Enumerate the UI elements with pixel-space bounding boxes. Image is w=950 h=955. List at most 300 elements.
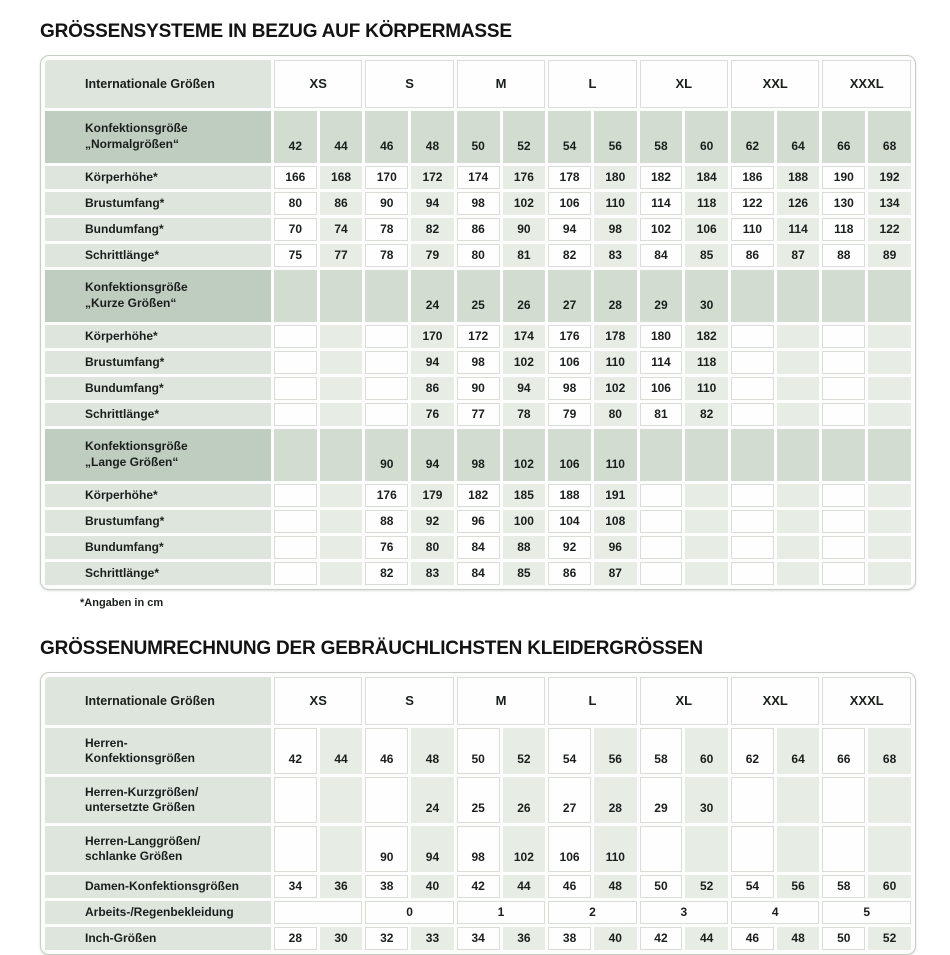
size-value-cell: 98 — [457, 192, 500, 215]
size-value-cell: 172 — [411, 166, 454, 189]
measure-label — [45, 510, 271, 533]
confection-size-cell: 25 — [457, 270, 500, 322]
conversion-label-line: Damen-Konfektionsgrößen — [85, 878, 240, 893]
size-value-cell — [274, 826, 317, 872]
size-value-cell — [777, 777, 820, 823]
size-value-cell: 170 — [411, 325, 454, 348]
size-value-cell: 42 — [457, 875, 500, 898]
size-value-cell — [365, 325, 408, 348]
size-value-cell: 84 — [457, 536, 500, 559]
size-value-cell — [777, 377, 820, 400]
confection-size-cell: 64 — [777, 111, 820, 163]
size-value-cell: 76 — [411, 403, 454, 426]
size-value-cell: 94 — [548, 218, 591, 241]
size-value-cell — [731, 536, 774, 559]
size-value-cell: 87 — [594, 562, 637, 585]
size-value-cell: 30 — [685, 777, 728, 823]
size-value-cell: 80 — [274, 192, 317, 215]
size-value-cell: 176 — [365, 484, 408, 507]
size-value-cell — [640, 562, 683, 585]
size-value-cell — [731, 826, 774, 872]
confection-size-cell: 56 — [594, 111, 637, 163]
size-value-cell: 34 — [274, 875, 317, 898]
size-value-cell: 110 — [594, 192, 637, 215]
merged-size-cell: 0 — [365, 901, 453, 924]
conversion-label-line: Herren-Langgrößen/ — [85, 833, 201, 848]
size-value-cell: 126 — [777, 192, 820, 215]
international-sizes-label-line: Internationale Größen — [85, 693, 215, 708]
confection-size-cell: 28 — [594, 270, 637, 322]
size-value-cell — [822, 484, 865, 507]
intl-size-header: L — [548, 677, 636, 725]
measure-label — [45, 403, 271, 426]
confection-size-cell — [777, 270, 820, 322]
measure-label-line: Bundumfang* — [85, 539, 164, 554]
measure-label — [45, 536, 271, 559]
confection-size-cell: 52 — [503, 111, 546, 163]
size-value-cell: 40 — [411, 875, 454, 898]
confection-size-cell: 30 — [685, 270, 728, 322]
size-value-cell: 82 — [411, 218, 454, 241]
size-value-cell: 102 — [594, 377, 637, 400]
size-value-cell — [868, 826, 911, 872]
size-value-cell: 86 — [411, 377, 454, 400]
size-value-cell — [320, 377, 363, 400]
size-value-cell: 80 — [457, 244, 500, 267]
conversion-label-line: Konfektionsgrößen — [85, 750, 195, 765]
size-value-cell: 76 — [365, 536, 408, 559]
intl-size-header: L — [548, 60, 636, 108]
confection-size-cell — [777, 429, 820, 481]
confection-size-cell — [274, 429, 317, 481]
size-value-cell: 192 — [868, 166, 911, 189]
size-value-cell — [868, 536, 911, 559]
size-value-cell: 94 — [411, 826, 454, 872]
size-value-cell: 188 — [777, 166, 820, 189]
table2-title: GRÖSSENUMRECHNUNG DER GEBRÄUCHLICHSTEN KLEIDERGRÖSSEN — [40, 637, 703, 659]
size-value-cell: 82 — [548, 244, 591, 267]
size-value-cell: 98 — [457, 351, 500, 374]
size-value-cell — [365, 351, 408, 374]
size-value-cell — [320, 510, 363, 533]
size-value-cell: 174 — [457, 166, 500, 189]
size-value-cell: 81 — [503, 244, 546, 267]
measure-label — [45, 484, 271, 507]
size-value-cell: 110 — [731, 218, 774, 241]
confection-size-cell: 44 — [320, 111, 363, 163]
measure-row — [45, 325, 911, 348]
size-value-cell: 46 — [731, 927, 774, 950]
size-value-cell — [822, 325, 865, 348]
size-value-cell — [822, 377, 865, 400]
size-value-cell: 46 — [548, 875, 591, 898]
size-value-cell — [320, 536, 363, 559]
size-value-cell: 78 — [503, 403, 546, 426]
size-value-cell: 86 — [731, 244, 774, 267]
size-value-cell: 166 — [274, 166, 317, 189]
size-value-cell: 182 — [457, 484, 500, 507]
conversion-label — [45, 927, 271, 950]
size-value-cell: 88 — [365, 510, 408, 533]
confection-size-cell: 24 — [411, 270, 454, 322]
size-value-cell — [685, 826, 728, 872]
conversion-label-line: Arbeits-/Regenbekleidung — [85, 904, 234, 919]
confection-size-cell: 98 — [457, 429, 500, 481]
size-value-cell — [777, 351, 820, 374]
size-value-cell — [777, 510, 820, 533]
measure-row — [45, 510, 911, 533]
intl-size-header: M — [457, 677, 545, 725]
size-value-cell: 185 — [503, 484, 546, 507]
conversion-row — [45, 927, 911, 950]
size-value-cell — [868, 403, 911, 426]
section-label — [45, 270, 271, 322]
confection-size-cell: 46 — [365, 111, 408, 163]
size-value-cell: 52 — [685, 875, 728, 898]
size-value-cell: 174 — [503, 325, 546, 348]
size-value-cell: 42 — [640, 927, 683, 950]
size-value-cell: 102 — [503, 192, 546, 215]
size-value-cell: 75 — [274, 244, 317, 267]
section-label — [45, 111, 271, 163]
size-value-cell: 78 — [365, 218, 408, 241]
size-value-cell — [365, 403, 408, 426]
size-value-cell — [274, 377, 317, 400]
confection-size-cell: 68 — [868, 111, 911, 163]
size-value-cell: 58 — [822, 875, 865, 898]
size-value-cell: 110 — [594, 351, 637, 374]
confection-size-cell: 29 — [640, 270, 683, 322]
measure-row — [45, 218, 911, 241]
confection-size-cell — [868, 270, 911, 322]
confection-size-cell — [731, 270, 774, 322]
merged-size-cell — [274, 901, 362, 924]
size-value-cell: 118 — [685, 351, 728, 374]
size-value-cell: 89 — [868, 244, 911, 267]
size-value-cell: 102 — [503, 826, 546, 872]
size-value-cell — [685, 562, 728, 585]
size-value-cell: 179 — [411, 484, 454, 507]
measure-row — [45, 536, 911, 559]
confection-size-cell — [731, 429, 774, 481]
size-value-cell: 130 — [822, 192, 865, 215]
size-value-cell: 80 — [594, 403, 637, 426]
size-value-cell: 90 — [457, 377, 500, 400]
size-value-cell: 110 — [685, 377, 728, 400]
international-sizes-label — [45, 60, 271, 108]
size-value-cell: 90 — [365, 192, 408, 215]
size-value-cell: 60 — [685, 728, 728, 774]
size-value-cell: 82 — [365, 562, 408, 585]
section-header-row — [45, 270, 911, 322]
confection-size-cell: 66 — [822, 111, 865, 163]
size-value-cell — [274, 562, 317, 585]
size-value-cell — [822, 403, 865, 426]
size-value-cell: 74 — [320, 218, 363, 241]
intl-size-header: XL — [640, 677, 728, 725]
intl-size-header: S — [365, 677, 453, 725]
size-value-cell: 52 — [503, 728, 546, 774]
size-value-cell — [731, 403, 774, 426]
size-value-cell: 106 — [548, 351, 591, 374]
size-value-cell: 190 — [822, 166, 865, 189]
conversion-label-line: Inch-Größen — [85, 930, 157, 945]
size-value-cell: 94 — [503, 377, 546, 400]
size-value-cell: 58 — [640, 728, 683, 774]
measure-row — [45, 403, 911, 426]
size-value-cell: 28 — [594, 777, 637, 823]
measure-label — [45, 377, 271, 400]
size-value-cell — [640, 484, 683, 507]
section-label-line: „Lange Größen“ — [85, 454, 179, 469]
size-value-cell: 168 — [320, 166, 363, 189]
size-value-cell: 26 — [503, 777, 546, 823]
confection-size-cell — [868, 429, 911, 481]
size-value-cell: 60 — [868, 875, 911, 898]
size-value-cell: 98 — [594, 218, 637, 241]
confection-size-cell: 27 — [548, 270, 591, 322]
section-label-line: Konfektionsgröße — [85, 439, 188, 454]
size-value-cell — [822, 826, 865, 872]
size-value-cell: 25 — [457, 777, 500, 823]
size-value-cell — [868, 562, 911, 585]
conversion-label-line: Herren-Kurzgrößen/ — [85, 784, 199, 799]
size-value-cell: 98 — [548, 377, 591, 400]
section-label-line: „Kurze Größen“ — [85, 295, 177, 310]
size-value-cell: 80 — [411, 536, 454, 559]
size-value-cell: 48 — [411, 728, 454, 774]
size-value-cell — [320, 325, 363, 348]
size-value-cell — [320, 562, 363, 585]
size-value-cell: 106 — [548, 826, 591, 872]
size-value-cell: 88 — [503, 536, 546, 559]
size-value-cell — [731, 325, 774, 348]
size-value-cell: 29 — [640, 777, 683, 823]
merged-size-cell: 3 — [640, 901, 728, 924]
conversion-label-line: untersetzte Größen — [85, 799, 196, 814]
size-value-cell: 100 — [503, 510, 546, 533]
size-value-cell: 106 — [640, 377, 683, 400]
international-sizes-header-row — [45, 677, 911, 725]
measure-label-line: Körperhöhe* — [85, 169, 158, 184]
size-value-cell: 66 — [822, 728, 865, 774]
intl-size-header: XXXL — [822, 60, 911, 108]
size-value-cell: 108 — [594, 510, 637, 533]
international-sizes-label — [45, 677, 271, 725]
merged-size-cell: 4 — [731, 901, 819, 924]
size-value-cell: 186 — [731, 166, 774, 189]
size-value-cell — [274, 484, 317, 507]
size-value-cell: 182 — [685, 325, 728, 348]
table2-container — [40, 672, 916, 955]
size-value-cell: 176 — [503, 166, 546, 189]
conversion-label — [45, 901, 271, 924]
size-value-cell: 86 — [457, 218, 500, 241]
measure-label — [45, 325, 271, 348]
size-value-cell: 54 — [731, 875, 774, 898]
measure-row — [45, 351, 911, 374]
confection-size-cell — [320, 270, 363, 322]
size-value-cell — [731, 510, 774, 533]
size-value-cell: 82 — [685, 403, 728, 426]
conversion-label — [45, 826, 271, 872]
measure-label — [45, 192, 271, 215]
measure-label — [45, 166, 271, 189]
size-value-cell: 36 — [503, 927, 546, 950]
size-value-cell: 50 — [640, 875, 683, 898]
size-value-cell: 106 — [685, 218, 728, 241]
size-value-cell: 64 — [777, 728, 820, 774]
confection-size-cell: 26 — [503, 270, 546, 322]
size-value-cell — [320, 351, 363, 374]
body-measure-size-table — [42, 57, 914, 588]
size-value-cell: 36 — [320, 875, 363, 898]
size-value-cell — [822, 562, 865, 585]
size-value-cell: 87 — [777, 244, 820, 267]
size-value-cell: 86 — [548, 562, 591, 585]
size-value-cell — [777, 536, 820, 559]
confection-size-cell: 50 — [457, 111, 500, 163]
confection-size-cell: 62 — [731, 111, 774, 163]
confection-size-cell: 58 — [640, 111, 683, 163]
size-value-cell: 104 — [548, 510, 591, 533]
confection-size-cell: 48 — [411, 111, 454, 163]
size-value-cell: 79 — [548, 403, 591, 426]
merged-size-cell: 5 — [822, 901, 911, 924]
size-value-cell: 106 — [548, 192, 591, 215]
size-value-cell: 27 — [548, 777, 591, 823]
size-value-cell: 118 — [822, 218, 865, 241]
section-label-line: Konfektionsgröße — [85, 121, 188, 136]
confection-size-cell: 54 — [548, 111, 591, 163]
measure-label-line: Brustumfang* — [85, 354, 165, 369]
size-value-cell — [320, 403, 363, 426]
intl-size-header: M — [457, 60, 545, 108]
confection-size-cell: 42 — [274, 111, 317, 163]
size-value-cell: 34 — [457, 927, 500, 950]
confection-size-cell — [822, 270, 865, 322]
size-value-cell: 28 — [274, 927, 317, 950]
size-value-cell: 78 — [365, 244, 408, 267]
confection-size-cell: 60 — [685, 111, 728, 163]
size-value-cell — [822, 351, 865, 374]
size-value-cell: 50 — [457, 728, 500, 774]
size-value-cell: 48 — [594, 875, 637, 898]
size-value-cell — [685, 536, 728, 559]
intl-size-header: XXXL — [822, 677, 911, 725]
size-value-cell: 50 — [822, 927, 865, 950]
size-value-cell: 134 — [868, 192, 911, 215]
size-value-cell: 98 — [457, 826, 500, 872]
measure-row — [45, 244, 911, 267]
size-value-cell: 44 — [685, 927, 728, 950]
size-value-cell: 184 — [685, 166, 728, 189]
size-value-cell: 79 — [411, 244, 454, 267]
size-value-cell: 180 — [640, 325, 683, 348]
size-value-cell: 96 — [594, 536, 637, 559]
intl-size-header: XXL — [731, 60, 819, 108]
confection-size-cell — [365, 270, 408, 322]
size-value-cell: 90 — [365, 826, 408, 872]
merged-size-cell: 2 — [548, 901, 636, 924]
size-value-cell: 54 — [548, 728, 591, 774]
size-value-cell: 88 — [822, 244, 865, 267]
size-value-cell: 102 — [640, 218, 683, 241]
size-value-cell — [731, 351, 774, 374]
conversion-row — [45, 901, 911, 924]
intl-size-header: S — [365, 60, 453, 108]
size-value-cell — [868, 351, 911, 374]
size-value-cell: 84 — [457, 562, 500, 585]
conversion-label — [45, 777, 271, 823]
size-value-cell — [731, 484, 774, 507]
measure-label — [45, 218, 271, 241]
size-value-cell: 94 — [411, 351, 454, 374]
size-value-cell: 46 — [365, 728, 408, 774]
intl-size-header: XL — [640, 60, 728, 108]
measure-row — [45, 192, 911, 215]
size-value-cell: 122 — [731, 192, 774, 215]
size-value-cell — [731, 777, 774, 823]
size-value-cell: 86 — [320, 192, 363, 215]
size-value-cell: 44 — [320, 728, 363, 774]
size-value-cell — [274, 403, 317, 426]
international-sizes-header-row — [45, 60, 911, 108]
measure-label — [45, 351, 271, 374]
confection-size-cell: 90 — [365, 429, 408, 481]
size-value-cell: 178 — [548, 166, 591, 189]
size-value-cell: 96 — [457, 510, 500, 533]
size-value-cell — [685, 510, 728, 533]
confection-size-cell: 102 — [503, 429, 546, 481]
size-value-cell — [274, 536, 317, 559]
conversion-row — [45, 728, 911, 774]
measure-label-line: Brustumfang* — [85, 195, 165, 210]
size-value-cell — [274, 325, 317, 348]
size-value-cell: 62 — [731, 728, 774, 774]
size-value-cell — [777, 562, 820, 585]
size-value-cell: 118 — [685, 192, 728, 215]
size-value-cell: 170 — [365, 166, 408, 189]
size-value-cell: 44 — [503, 875, 546, 898]
size-value-cell: 85 — [685, 244, 728, 267]
size-value-cell: 77 — [320, 244, 363, 267]
size-value-cell — [777, 826, 820, 872]
size-value-cell: 83 — [411, 562, 454, 585]
confection-size-cell: 110 — [594, 429, 637, 481]
section-header-row — [45, 111, 911, 163]
size-value-cell: 114 — [640, 351, 683, 374]
measure-label-line: Schrittlänge* — [85, 565, 160, 580]
conversion-label-line: Herren- — [85, 735, 128, 750]
international-sizes-label-line: Internationale Größen — [85, 76, 215, 91]
measure-row — [45, 377, 911, 400]
section-label-line: „Normalgrößen“ — [85, 136, 180, 151]
size-value-cell — [777, 484, 820, 507]
size-value-cell: 33 — [411, 927, 454, 950]
size-value-cell: 180 — [594, 166, 637, 189]
size-value-cell: 30 — [320, 927, 363, 950]
measure-label-line: Körperhöhe* — [85, 328, 158, 343]
measure-label-line: Bundumfang* — [85, 221, 164, 236]
size-value-cell: 110 — [594, 826, 637, 872]
size-value-cell: 85 — [503, 562, 546, 585]
size-value-cell — [365, 777, 408, 823]
measure-label-line: Brustumfang* — [85, 513, 165, 528]
size-value-cell — [822, 536, 865, 559]
size-value-cell — [640, 536, 683, 559]
measure-row — [45, 166, 911, 189]
